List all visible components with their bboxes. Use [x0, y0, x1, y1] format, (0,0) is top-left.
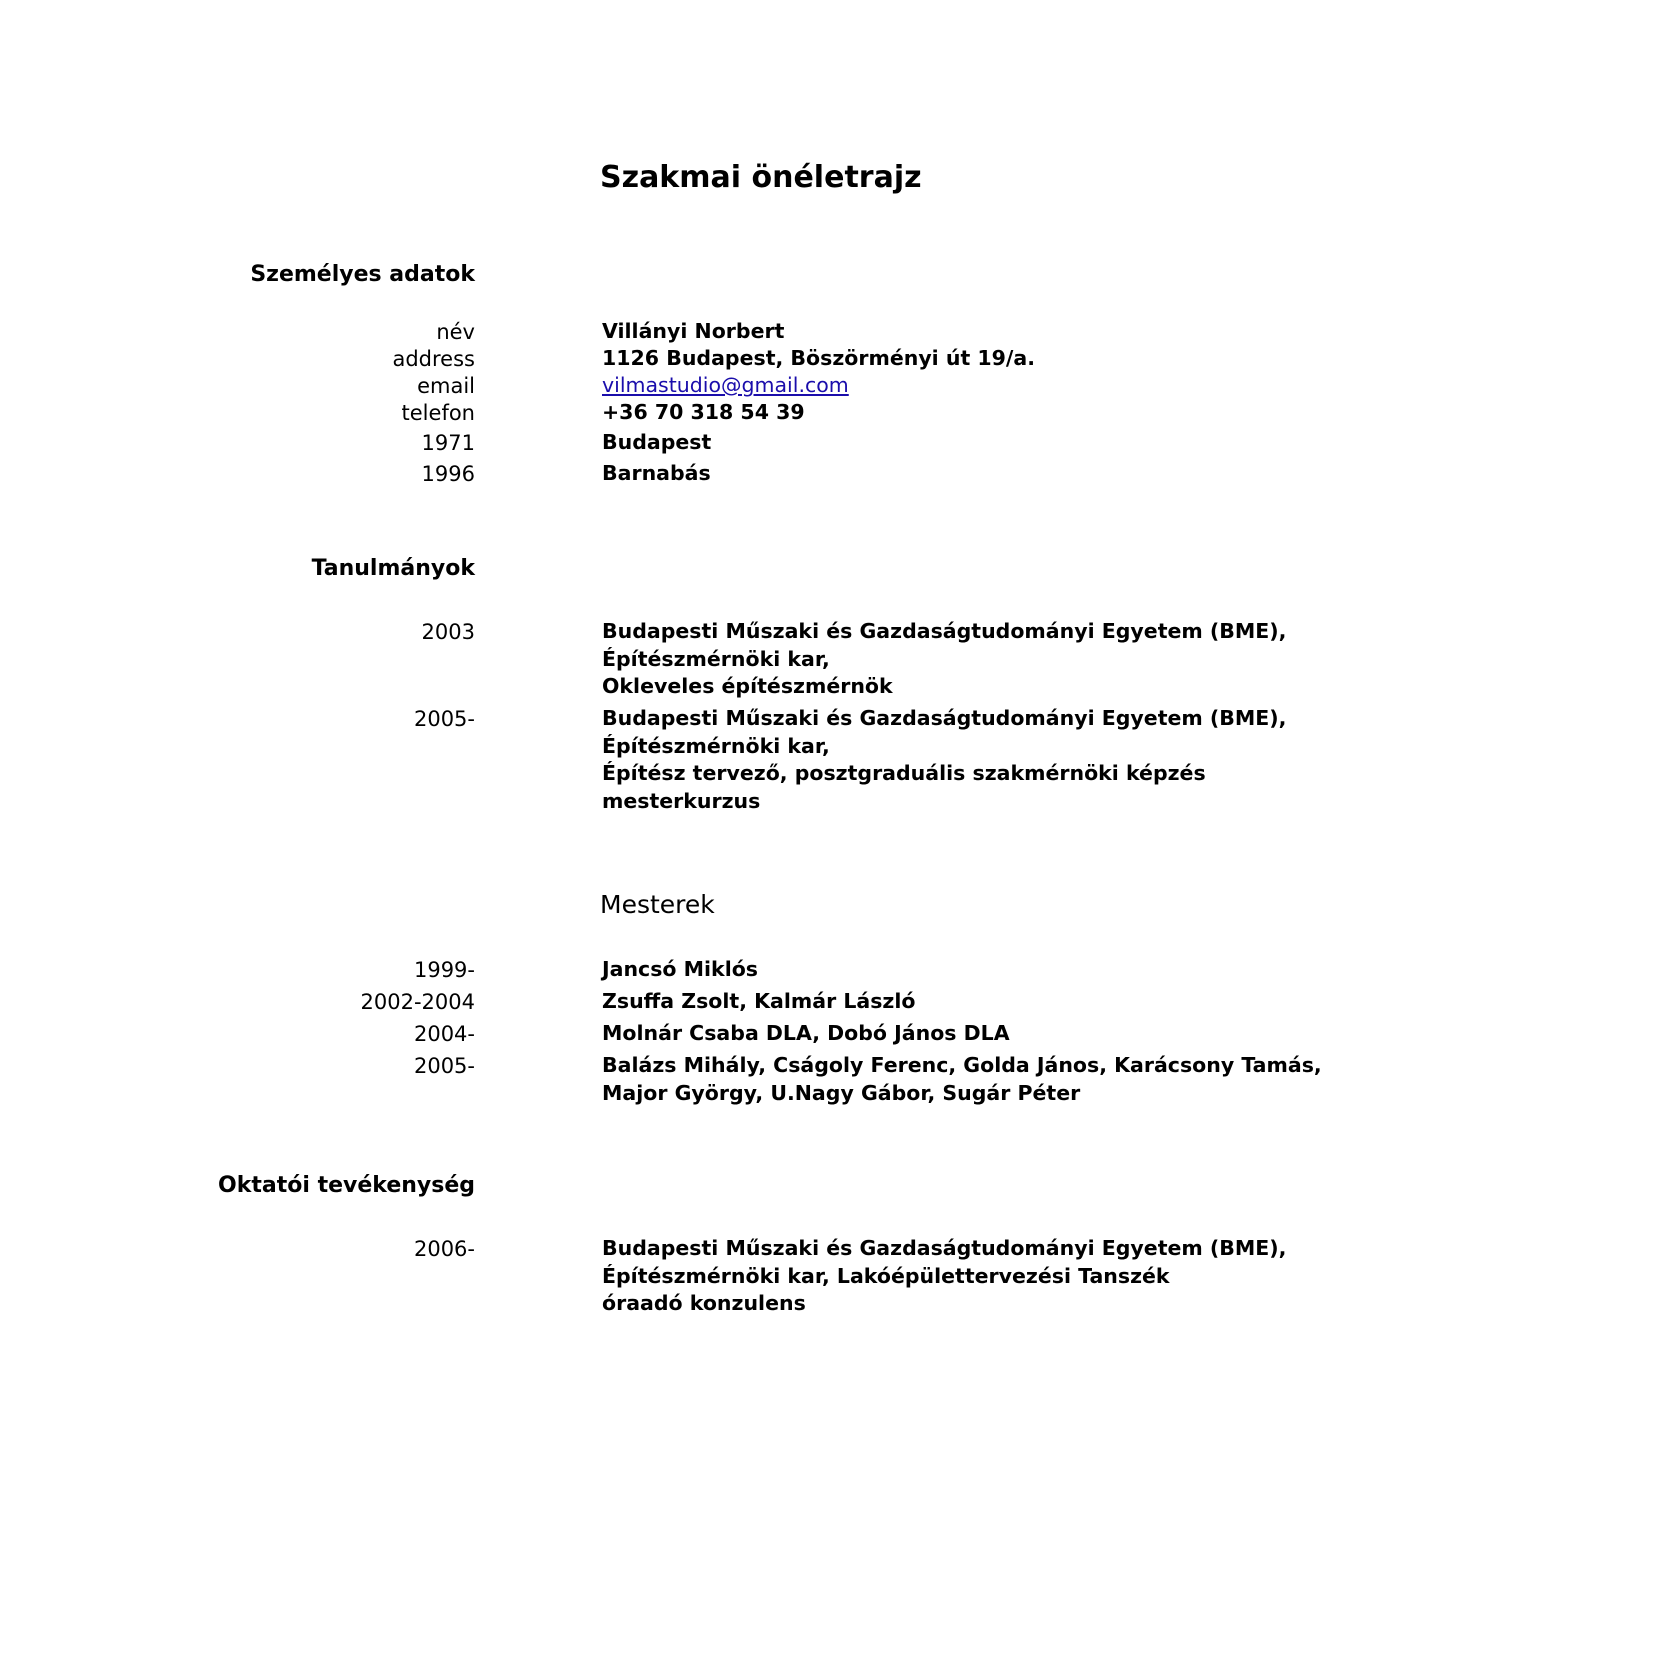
value-study-2003	[602, 618, 1286, 701]
master-line: Balázs Mihály, Cságoly Ferenc, Golda János, Karácsony Tamás,	[602, 1053, 1322, 1077]
value-master-1999: Jancsó Miklós	[602, 957, 759, 981]
label-master-2004: 2004-	[413, 1022, 475, 1046]
section-heading-masters: Mesterek	[600, 890, 715, 919]
label-master-2002: 2002-2004	[360, 990, 475, 1014]
value-name: Villányi Norbert	[602, 319, 785, 343]
master-line: Major György, U.Nagy Gábor, Sugár Péter	[602, 1080, 1081, 1105]
label-email: email	[417, 374, 475, 398]
value-birth-place: Budapest	[602, 430, 712, 454]
section-heading-personal: Személyes adatok	[250, 262, 475, 287]
teaching-line: Budapesti Műszaki és Gazdaságtudományi Egyetem (BME),	[602, 1236, 1287, 1260]
study-line: Építész tervező, posztgraduális szakmérnöki képzés	[602, 761, 1206, 785]
value-master-2002: Zsuffa Zsolt, Kalmár László	[602, 989, 916, 1013]
study-line: Építészmérnöki kar,	[602, 646, 830, 671]
label-teaching-2006: 2006-	[413, 1237, 475, 1261]
value-master-2004: Molnár Csaba DLA, Dobó János DLA	[602, 1021, 1010, 1045]
email-link[interactable]: vilmastudio@gmail.com	[602, 373, 849, 397]
study-line: mesterkurzus	[602, 788, 761, 813]
label-address: address	[392, 347, 475, 371]
study-line: Építészmérnöki kar,	[602, 733, 830, 758]
section-heading-studies: Tanulmányok	[311, 556, 475, 581]
section-heading-teaching: Oktatói tevékenység	[218, 1173, 475, 1198]
label-master-2005: 2005-	[413, 1054, 475, 1078]
value-study-2005	[602, 705, 1286, 815]
teaching-line: óraadó konzulens	[602, 1291, 806, 1315]
label-phone: telefon	[401, 401, 475, 425]
label-name: név	[436, 320, 475, 344]
page-title: Szakmai önéletrajz	[600, 160, 922, 195]
label-master-1999: 1999-	[413, 958, 475, 982]
value-child-name: Barnabás	[602, 461, 711, 485]
label-study-2005: 2005-	[413, 707, 475, 731]
value-teaching-2006	[602, 1235, 1286, 1318]
value-address: 1126 Budapest, Böszörményi út 19/a.	[602, 346, 1036, 370]
value-phone: +36 70 318 54 39	[602, 400, 805, 424]
label-child-year: 1996	[421, 462, 475, 486]
teaching-line: Építészmérnöki kar, Lakóépülettervezési Tanszék	[602, 1263, 1170, 1288]
label-study-2003: 2003	[421, 620, 475, 644]
study-line: Budapesti Műszaki és Gazdaságtudományi Egyetem (BME),	[602, 619, 1287, 643]
study-line: Budapesti Műszaki és Gazdaságtudományi Egyetem (BME),	[602, 706, 1287, 730]
study-line: Okleveles építészmérnök	[602, 674, 893, 698]
label-birth-year: 1971	[421, 431, 475, 455]
value-master-2005	[602, 1052, 1322, 1107]
